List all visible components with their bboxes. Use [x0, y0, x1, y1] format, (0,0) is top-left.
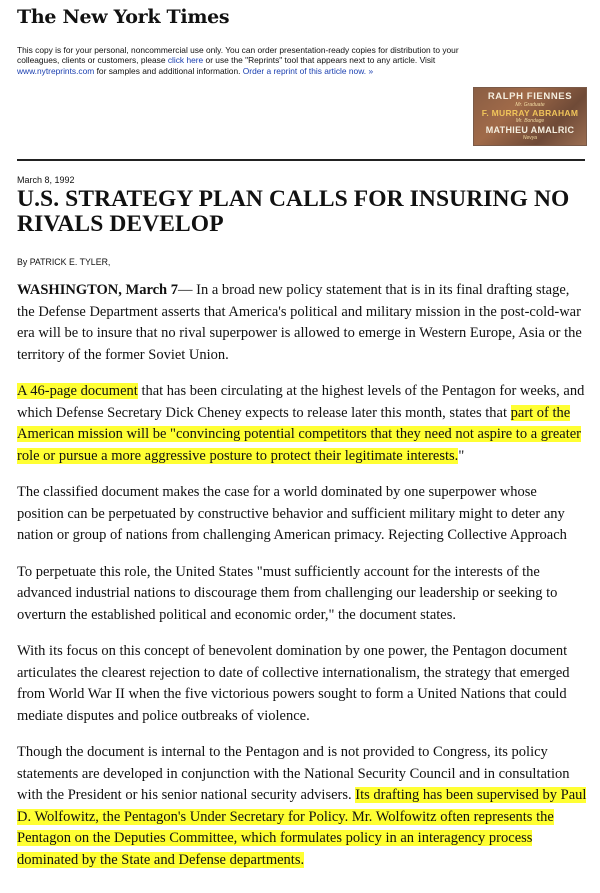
article-date: March 8, 1992: [17, 175, 75, 185]
ad-name-1: RALPH FIENNES: [487, 91, 573, 102]
article-byline: By PATRICK E. TYLER,: [17, 257, 111, 267]
notice-text-1: This copy is for your personal, noncommercial use only. You can order presentation-ready copies for distribution to your colleagues, clients or customers, please: [17, 45, 459, 66]
paragraph-1: [17, 280, 587, 366]
paragraph-2-text-1: that has been circulating at the highest levels of the Pentagon for weeks, and which Defense Secretary Dick Cheney expects to release later this month, states that: [17, 383, 585, 421]
nytreprints-link[interactable]: www.nytreprints.com: [17, 65, 95, 76]
paragraph-4: To perpetuate this role, the United States "must sufficiently account for the interests of the advanced industrial nations to discourage them from challenging our leadership or seeking to overturn the established political and economic order," the document states.: [17, 563, 558, 623]
dateline: WASHINGTON, March 7: [17, 282, 178, 298]
article-headline: U.S. STRATEGY PLAN CALLS FOR INSURING NO RIVALS DEVELOP: [17, 186, 570, 237]
ad-name-2: F. MURRAY ABRAHAM: [481, 108, 579, 118]
notice-text-2: or use the "Reprints" tool that appears next to any article. Visit: [203, 55, 436, 66]
ad-name-3: MATHIEU AMALRIC: [485, 125, 575, 135]
header-divider: [17, 159, 585, 161]
highlight-46-page-document: A 46-page document: [17, 383, 138, 399]
paragraph-3: The classified document makes the case for a world dominated by one superpower whose position can be perpetuated by constructive behavior and sufficient military might to deter any nation or group of nations from challenging American primacy. Rejecting Collective Approach: [17, 484, 567, 543]
ad-sub-2: Mr. Bondage: [515, 118, 545, 124]
reprint-notice: [17, 45, 487, 76]
paragraph-6: [17, 742, 587, 871]
order-reprint-link[interactable]: Order a reprint of this article now. »: [242, 65, 374, 76]
ad-sub-1: Mr. Graduate: [515, 102, 545, 108]
advertisement-banner[interactable]: [473, 87, 587, 146]
notice-text-3: for samples and additional information.: [94, 65, 243, 76]
paragraph-6-text: Though the document is internal to the Pentagon and is not provided to Congress, its policy statements are developed in conjunction with the National Security Council and in consultation with the President or his senior national security advisers.: [17, 744, 570, 803]
paragraph-2: [17, 381, 587, 467]
nyt-masthead-logo[interactable]: The New York Times: [17, 6, 230, 28]
highlight-wolfowitz: Its drafting has been supervised by Paul D. Wolfowitz, the Pentagon's Under Secretary for Policy. Mr. Wolfowitz often represents the Pentagon on the Deputies Committee, which formulates policy in an interagency process dominated by the State and Defense departments.: [17, 787, 587, 868]
click-here-link[interactable]: click here: [167, 55, 204, 66]
highlight-american-mission: part of the American mission will be "convincing potential competitors that they need not aspire to a greater role or pursue a more aggressive posture to protect their legitimate interests.: [17, 404, 582, 464]
paragraph-2-text-2: ": [458, 447, 465, 464]
ad-sub-3: Nevya: [522, 135, 538, 141]
article-body: [17, 280, 587, 886]
paragraph-5: With its focus on this concept of benevolent domination by one power, the Pentagon document articulates the clearest rejection to date of collective internationalism, the strategy that emerged from World War II when the five victorious powers sought to form a United Nations that could mediate disputes and police outbreaks of violence.: [17, 643, 570, 724]
paragraph-1-text: — In a broad new policy statement that is in its final drafting stage, the Defense Department asserts that America's political and military mission in the post-cold-war era will be to insure that no rival superpower is allowed to emerge in Western Europe, Asia or the territory of the former Soviet Union.: [17, 282, 582, 363]
